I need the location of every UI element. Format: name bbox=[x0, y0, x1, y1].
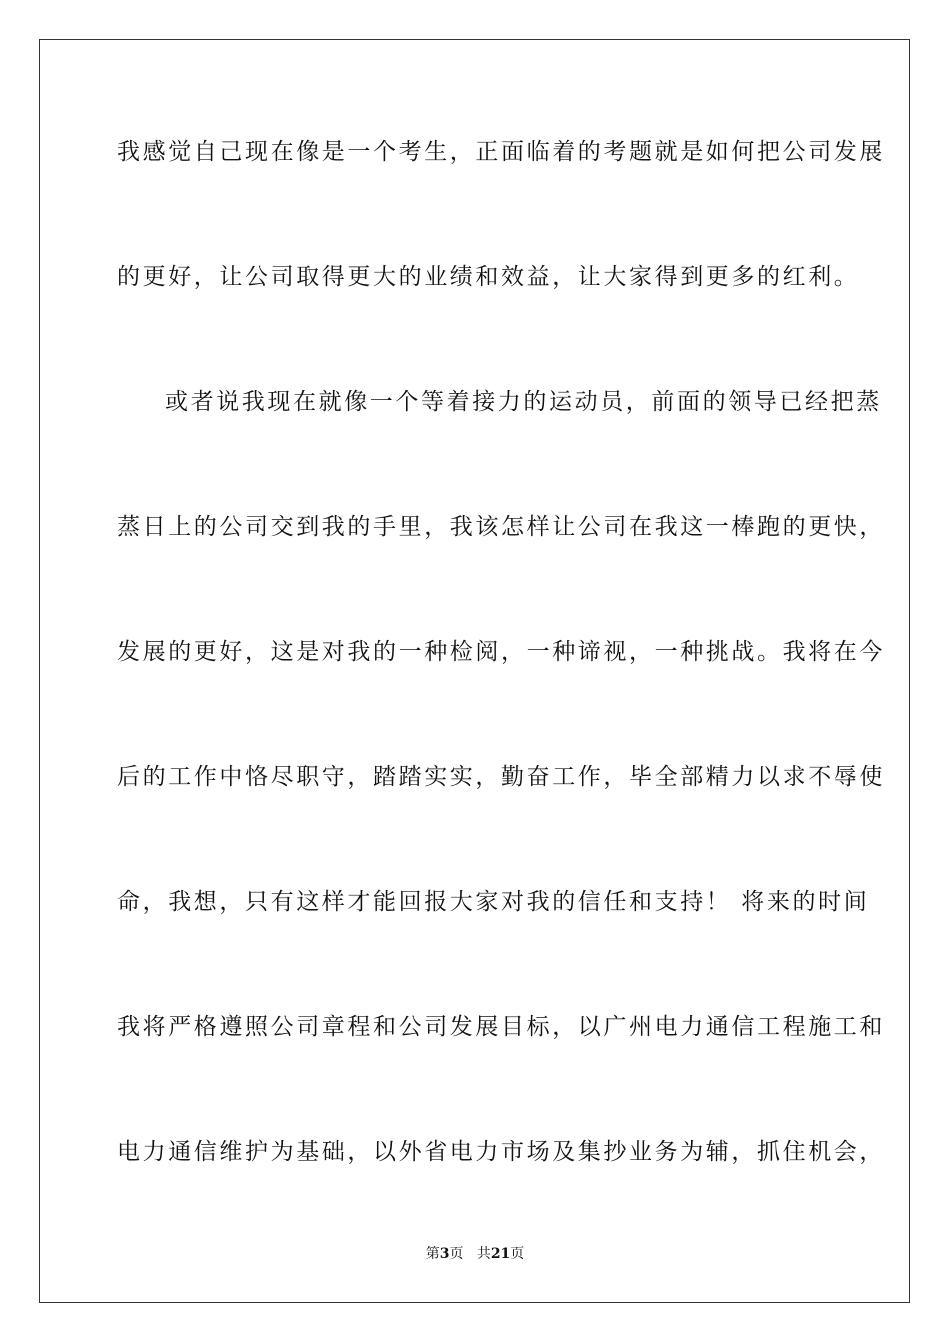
body-line-2: 的更好，让公司取得更大的业绩和效益，让大家得到更多的红利。 bbox=[117, 264, 860, 290]
body-line-8: 我将严格遵照公司章程和公司发展目标，以广州电力通信工程施工和 bbox=[117, 1014, 885, 1040]
page-suffix: 页 bbox=[449, 1246, 464, 1262]
page-number: 3 bbox=[439, 1246, 450, 1262]
body-line-9: 电力通信维护为基础，以外省电力市场及集抄业务为辅，抓住机会， bbox=[117, 1139, 885, 1165]
body-line-7: 命，我想，只有这样才能回报大家对我的信任和支持！ 将来的时间 bbox=[117, 889, 870, 915]
body-line-5: 发展的更好，这是对我的一种检阅，一种谛视，一种挑战。我将在今 bbox=[117, 639, 885, 665]
body-line-1: 我感觉自己现在像是一个考生，正面临着的考题就是如何把公司发展 bbox=[117, 139, 885, 165]
total-suffix: 页 bbox=[510, 1246, 525, 1262]
page-border bbox=[39, 39, 910, 1303]
body-line-6: 后的工作中恪尽职守，踏踏实实，勤奋工作，毕全部精力以求不辱使 bbox=[117, 764, 885, 790]
page-footer bbox=[0, 1245, 950, 1263]
body-line-4: 蒸日上的公司交到我的手里，我该怎样让公司在我这一棒跑的更快， bbox=[117, 514, 885, 540]
total-prefix: 共 bbox=[476, 1246, 491, 1262]
body-line-3: 或者说我现在就像一个等着接力的运动员，前面的领导已经把蒸 bbox=[165, 389, 882, 415]
page-prefix: 第 bbox=[425, 1246, 440, 1262]
total-pages: 21 bbox=[490, 1246, 511, 1262]
